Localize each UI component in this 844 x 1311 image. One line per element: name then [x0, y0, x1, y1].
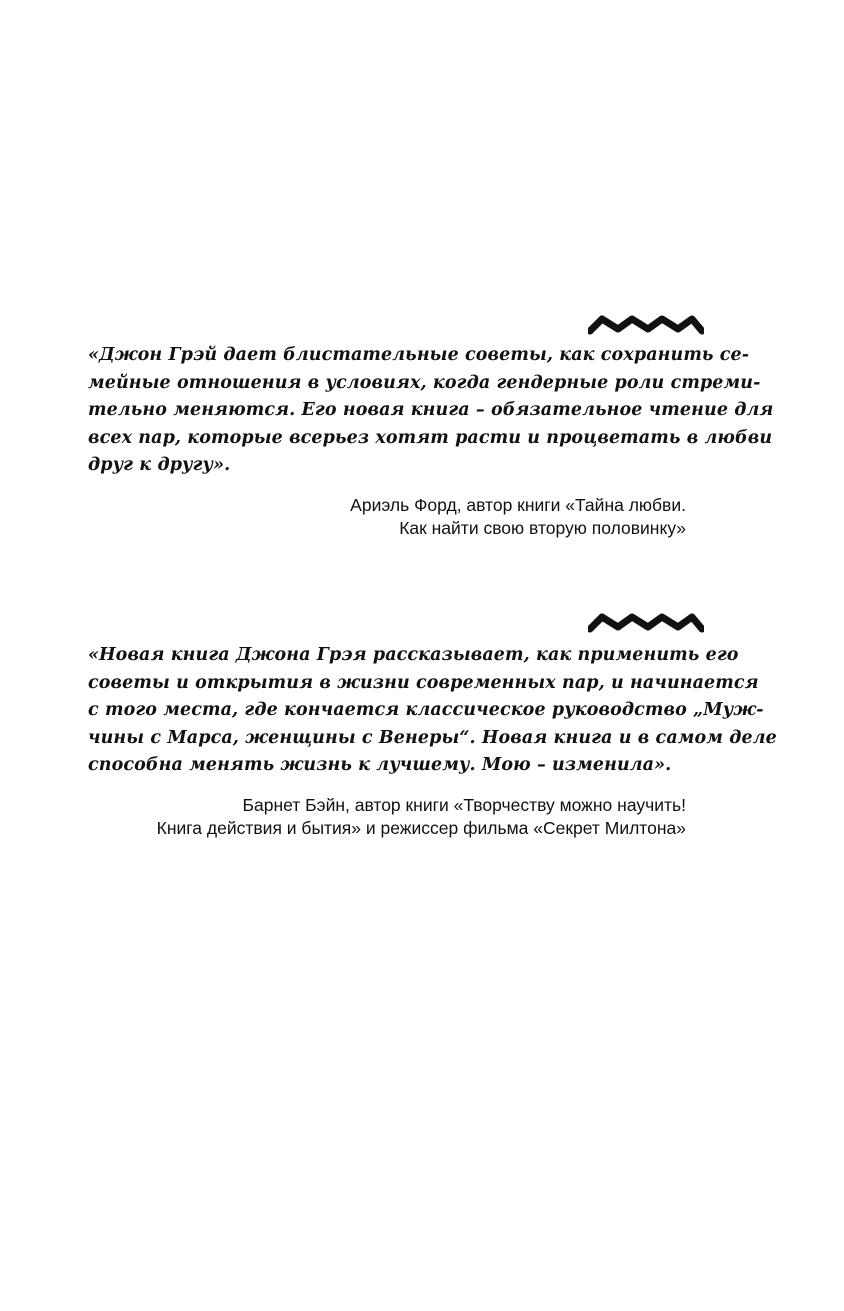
attribution-line: Ариэль Форд, автор книги «Тайна любви. — [350, 494, 686, 515]
testimonial-2 — [88, 642, 777, 840]
quote-line: всех пар, которые всерьез хотят расти и процветать в любви — [88, 427, 773, 448]
quote-line: с того места, где кончается классическое руководство „Муж- — [88, 700, 764, 720]
testimonial-attribution — [88, 494, 686, 540]
testimonial-quote — [88, 342, 774, 480]
quote-line: друг к другу». — [88, 455, 231, 475]
quote-line: «Новая книга Джона Грэя рассказывает, как применить его — [88, 645, 739, 665]
quote-line: тельно меняются. Его новая книга – обязательное чтение для — [88, 400, 774, 420]
quote-line: чины с Марса, женщины с Венеры“. Новая книга и в самом деле — [88, 727, 777, 748]
attribution-line: Барнет Бэйн, автор книги «Творчеству можно научить! — [242, 794, 686, 815]
wave-ornament-icon — [588, 611, 704, 633]
quote-line: способна менять жизнь к лучшему. Мою – изменила». — [88, 755, 672, 775]
testimonial-1 — [88, 342, 774, 540]
attribution-line: Как найти свою вторую половинку» — [399, 517, 686, 538]
testimonial-attribution — [88, 794, 686, 840]
attribution-line: Книга действия и бытия» и режиссер фильма «Секрет Милтона» — [156, 817, 686, 838]
quote-line: «Джон Грэй дает блистательные советы, как сохранить се- — [88, 345, 750, 365]
wave-ornament-icon — [588, 313, 704, 335]
quote-line: мейные отношения в условиях, когда гендерные роли стреми- — [88, 372, 761, 393]
quote-line: советы и открытия в жизни современных пар, и начинается — [88, 672, 759, 693]
testimonial-quote — [88, 642, 777, 780]
